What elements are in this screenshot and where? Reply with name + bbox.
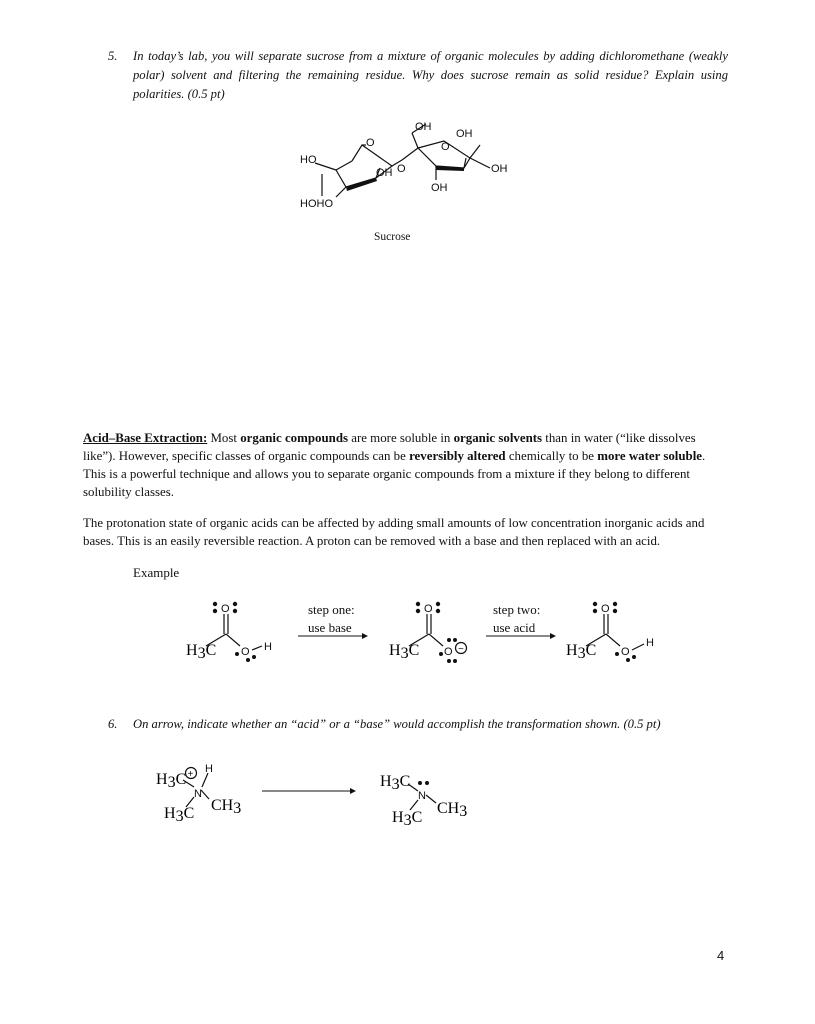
label-oh-ring: OH xyxy=(376,167,393,179)
ammonium-ch3: CH3 xyxy=(211,797,242,817)
ammonium-h3c-bottom: H3C xyxy=(164,805,195,825)
label-oh-top: OH xyxy=(415,121,432,133)
label-ring-o: O xyxy=(366,137,375,149)
step-one-line2: use base xyxy=(308,620,352,635)
amine-h3c-top: H3C xyxy=(380,773,411,793)
amine-h3c-bottom: H3C xyxy=(392,809,423,829)
label-ho: HO xyxy=(300,154,317,166)
step-two-line1: step two: xyxy=(493,602,541,617)
section-heading: Acid–Base Extraction: xyxy=(83,431,208,445)
question-text: On arrow, indicate whether an “acid” or a “base” would accomplish the transformation shown. (0.5 pt) xyxy=(133,717,661,731)
question-number: 5. xyxy=(108,49,118,63)
ammonium-h3c-top: H3C xyxy=(156,771,187,791)
question-number: 6. xyxy=(108,717,118,731)
example-label: Example xyxy=(133,565,180,580)
step-one-line1: step one: xyxy=(308,602,355,617)
mol3-h: H xyxy=(646,637,654,649)
mol1-o: O xyxy=(221,603,230,615)
label-oh-right-top: OH xyxy=(456,128,473,140)
mol2-minus: − xyxy=(458,644,464,655)
label-hoho: HOHO xyxy=(300,198,333,210)
ammonium-h: H xyxy=(205,763,213,775)
step-two-line2: use acid xyxy=(493,620,536,635)
label-oh-bottom: OH xyxy=(431,182,448,194)
mol2-h3c: H3C xyxy=(389,642,420,662)
mol1-h3c: H3C xyxy=(186,642,217,662)
label-bridge-o: O xyxy=(397,163,406,175)
ammonium-plus: + xyxy=(187,769,194,780)
mol3-o: O xyxy=(601,603,610,615)
mol1-h: H xyxy=(264,641,272,653)
mol3-oh-o: O xyxy=(621,646,630,658)
mol2-o-minus: O xyxy=(444,646,453,658)
mol1-oh-o: O xyxy=(241,646,250,658)
label-ring-o2: O xyxy=(441,141,450,153)
question-text: In today’s lab, you will separate sucrose from a mixture of organic molecules by adding dichloromethane (weakly polar) solvent and filtering the remaining residue. Why does sucrose remain as solid residue? Explain using polarities. (0.5 pt) xyxy=(133,49,728,101)
mol3-h3c: H3C xyxy=(566,642,597,662)
acid-base-paragraph: Acid–Base Extraction: Most organic compounds are more soluble in organic solvents than in water (“like dissolves like”). However, specific classes of organic compounds can be reversibly altered chemically to be more water soluble. This is a powerful technique and allows you to separate organic compounds from a mixture if they belong to different solubility classes. xyxy=(83,431,706,499)
page-number: 4 xyxy=(717,948,725,963)
sucrose-caption: Sucrose xyxy=(374,231,411,243)
protonation-paragraph: The protonation state of organic acids can be affected by adding small amounts of low concentration inorganic acids and bases. This is an easily reversible reaction. A proton can be removed with a base and then replaced with an acid. xyxy=(83,516,705,548)
amine-n: N xyxy=(418,790,426,802)
amine-ch3: CH3 xyxy=(437,800,468,820)
ammonium-n: N xyxy=(194,788,202,800)
mol2-o: O xyxy=(424,603,433,615)
label-oh-right: OH xyxy=(491,163,508,175)
